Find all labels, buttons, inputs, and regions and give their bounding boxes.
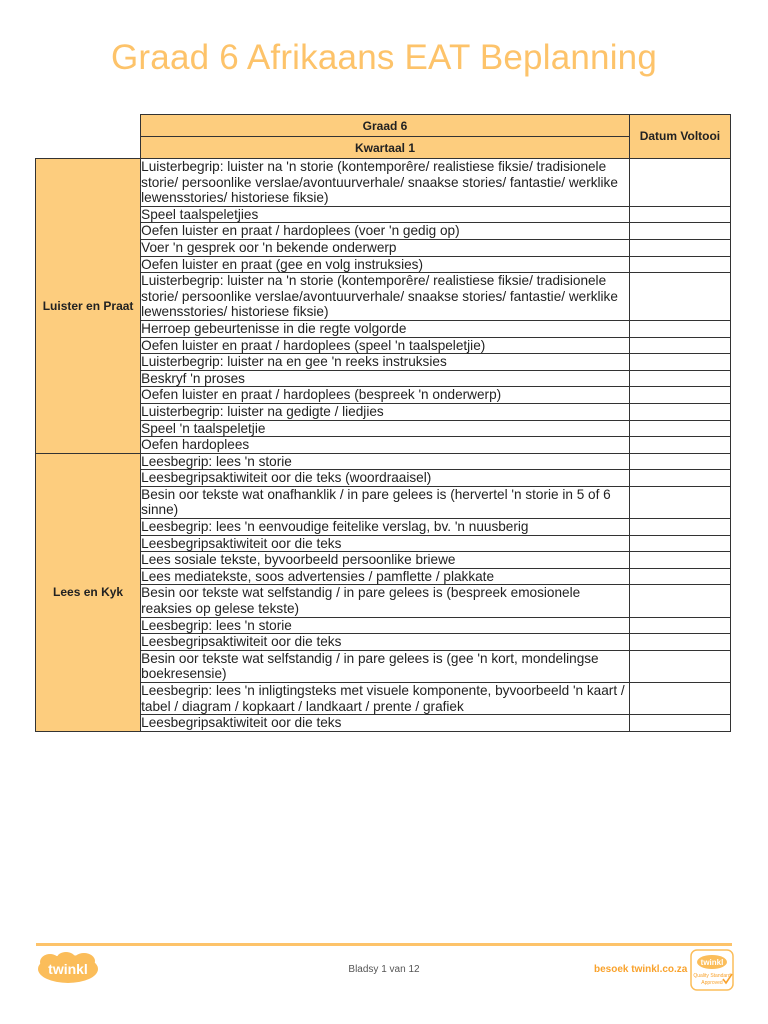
table-row <box>36 453 731 470</box>
table-row <box>36 320 731 337</box>
task-cell: Voer 'n gesprek oor 'n bekende onderwerp <box>141 239 630 256</box>
task-cell: Leesbegrip: lees 'n eenvoudige feitelike verslag, bv. 'n nuusberig <box>141 519 630 536</box>
date-completed-cell[interactable] <box>629 715 730 732</box>
table-row <box>36 420 731 437</box>
task-cell: Oefen luister en praat (gee en volg instruksies) <box>141 256 630 273</box>
task-cell: Leesbegripsaktiwiteit oor die teks <box>141 634 630 651</box>
date-completed-cell[interactable] <box>629 437 730 454</box>
date-completed-cell[interactable] <box>629 486 730 518</box>
task-cell: Beskryf 'n proses <box>141 370 630 387</box>
task-cell: Oefen luister en praat / hardoplees (voer 'n gedig op) <box>141 223 630 240</box>
page-title: Graad 6 Afrikaans EAT Beplanning <box>111 38 657 77</box>
table-row <box>36 206 731 223</box>
logo-text: twinkl <box>48 961 88 977</box>
quality-badge <box>690 949 734 996</box>
task-cell: Luisterbegrip: luister na gedigte / liedjies <box>141 403 630 420</box>
task-cell: Oefen luister en praat / hardoplees (speel 'n taalspeletjie) <box>141 337 630 354</box>
date-completed-cell[interactable] <box>629 206 730 223</box>
task-cell: Speel 'n taalspeletjie <box>141 420 630 437</box>
task-cell: Leesbegrip: lees 'n inligtingsteks met visuele komponente, byvoorbeeld 'n kaart / tabel / diagram / kopkaart / landkaart / prente / grafiek <box>141 683 630 715</box>
date-completed-cell[interactable] <box>629 239 730 256</box>
task-cell: Besin oor tekste wat selfstandig / in pare gelees is (bespreek emosionele reaksies op gelese tekste) <box>141 585 630 617</box>
date-completed-cell[interactable] <box>629 354 730 371</box>
date-completed-cell[interactable] <box>629 535 730 552</box>
date-completed-cell[interactable] <box>629 568 730 585</box>
date-completed-cell[interactable] <box>629 337 730 354</box>
table-row <box>36 585 731 617</box>
table-row <box>36 370 731 387</box>
date-completed-cell[interactable] <box>629 403 730 420</box>
table-row <box>36 683 731 715</box>
table-row <box>36 650 731 682</box>
date-completed-cell[interactable] <box>629 470 730 487</box>
task-cell: Leesbegrip: lees 'n storie <box>141 453 630 470</box>
task-cell: Leesbegrip: lees 'n storie <box>141 617 630 634</box>
footer-divider <box>36 943 732 946</box>
table-row <box>36 239 731 256</box>
empty-corner <box>36 115 141 159</box>
task-cell: Leesbegripsaktiwiteit oor die teks (woordraaisel) <box>141 470 630 487</box>
grade-header: Graad 6 <box>141 115 630 137</box>
table-row <box>36 634 731 651</box>
task-cell: Lees sosiale tekste, byvoorbeeld persoonlike briewe <box>141 552 630 569</box>
date-completed-cell[interactable] <box>629 585 730 617</box>
task-cell: Leesbegripsaktiwiteit oor die teks <box>141 535 630 552</box>
date-completed-cell[interactable] <box>629 634 730 651</box>
table-row <box>36 486 731 518</box>
date-completed-cell[interactable] <box>629 223 730 240</box>
date-completed-cell[interactable] <box>629 387 730 404</box>
date-completed-header: Datum Voltooi <box>629 115 730 159</box>
task-cell: Luisterbegrip: luister na 'n storie (kontemporêre/ realistiese fiksie/ tradisionele storie/ persoonlike verslae/avontuurverhale/ snaakse stories/ fantastie/ werklike lewensstories/ historiese fiksie) <box>141 159 630 207</box>
table-row <box>36 617 731 634</box>
planning-table <box>35 114 731 732</box>
date-completed-cell[interactable] <box>629 159 730 207</box>
table-row <box>36 223 731 240</box>
table-row <box>36 403 731 420</box>
date-completed-cell[interactable] <box>629 683 730 715</box>
date-completed-cell[interactable] <box>629 552 730 569</box>
table-row <box>36 470 731 487</box>
date-completed-cell[interactable] <box>629 650 730 682</box>
task-cell: Besin oor tekste wat selfstandig / in pare gelees is (gee 'n kort, mondelingse boekresensie) <box>141 650 630 682</box>
table-row <box>36 256 731 273</box>
table-row <box>36 535 731 552</box>
table-row <box>36 568 731 585</box>
table-row <box>36 552 731 569</box>
task-cell: Leesbegripsaktiwiteit oor die teks <box>141 715 630 732</box>
badge-line-2: Approved <box>701 980 723 986</box>
date-completed-cell[interactable] <box>629 320 730 337</box>
task-cell: Oefen hardoplees <box>141 437 630 454</box>
table-row <box>36 273 731 321</box>
task-cell: Luisterbegrip: luister na 'n storie (kontemporêre/ realistiese fiksie/ tradisionele storie/ persoonlike verslae/avontuurverhale/ snaakse stories/ fantastie/ werklike lewensstories/ historiese fiksie) <box>141 273 630 321</box>
table-row <box>36 437 731 454</box>
section-label: Luister en Praat <box>36 159 141 454</box>
task-cell: Speel taalspeletjies <box>141 206 630 223</box>
task-cell: Besin oor tekste wat onafhanklik / in pare gelees is (hervertel 'n storie in 5 of 6 sinne) <box>141 486 630 518</box>
table-row <box>36 387 731 404</box>
date-completed-cell[interactable] <box>629 617 730 634</box>
term-header: Kwartaal 1 <box>141 137 630 159</box>
table-row <box>36 519 731 536</box>
date-completed-cell[interactable] <box>629 370 730 387</box>
page-number: Bladsy 1 van 12 <box>348 964 420 975</box>
badge-brand-text: twinkl <box>700 958 724 967</box>
table-row <box>36 354 731 371</box>
date-completed-cell[interactable] <box>629 519 730 536</box>
task-cell: Luisterbegrip: luister na en gee 'n reeks instruksies <box>141 354 630 371</box>
date-completed-cell[interactable] <box>629 273 730 321</box>
table-row <box>36 715 731 732</box>
section-label: Lees en Kyk <box>36 453 141 731</box>
visit-link[interactable]: besoek twinkl.co.za <box>594 964 688 975</box>
task-cell: Oefen luister en praat / hardoplees (bespreek 'n onderwerp) <box>141 387 630 404</box>
task-cell: Lees mediatekste, soos advertensies / pamflette / plakkate <box>141 568 630 585</box>
date-completed-cell[interactable] <box>629 420 730 437</box>
table-row <box>36 337 731 354</box>
task-cell: Herroep gebeurtenisse in die regte volgorde <box>141 320 630 337</box>
badge-line-1: Quality Standard <box>693 973 731 979</box>
date-completed-cell[interactable] <box>629 256 730 273</box>
date-completed-cell[interactable] <box>629 453 730 470</box>
table-row <box>36 159 731 207</box>
